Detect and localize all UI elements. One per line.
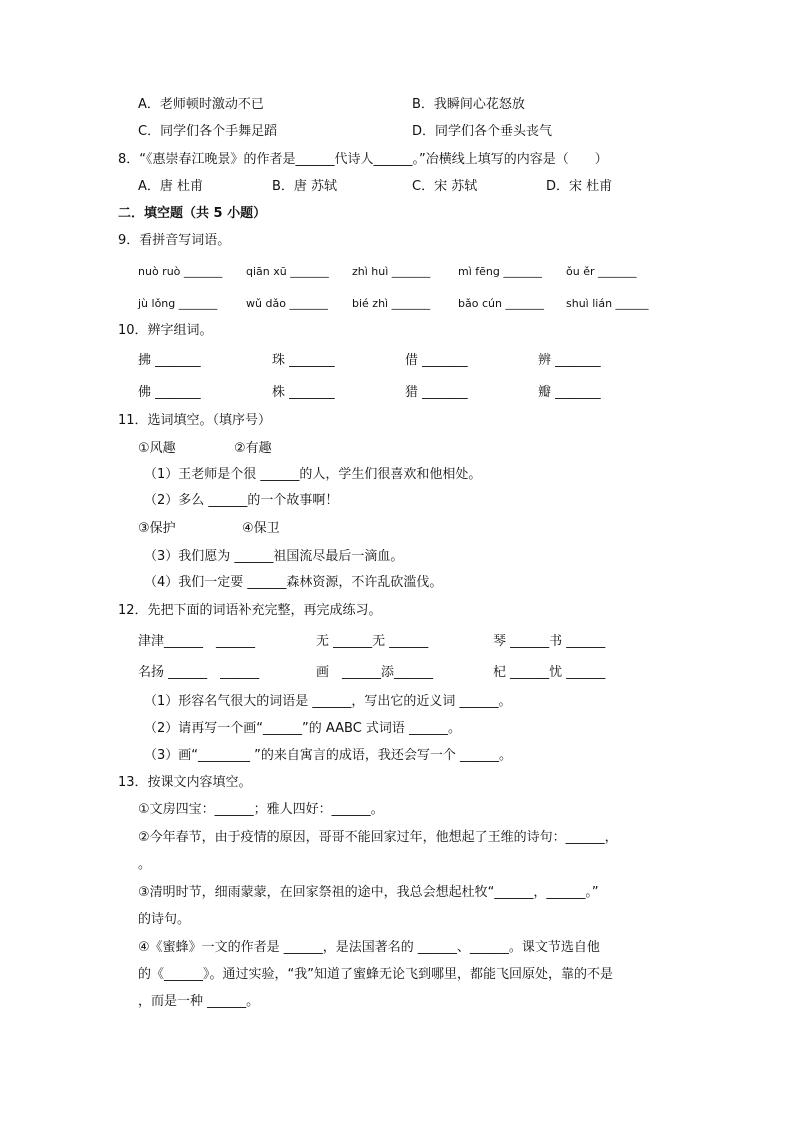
q12-sub-question: （2）请再写一个画“______”的 AABC 式词语 ______。 — [144, 721, 462, 736]
q10-char-item: 辨 _______ — [538, 353, 601, 368]
q9-pinyin-item: mì fēng _______ — [458, 265, 542, 278]
q9-pinyin-item: shuì lián ______ — [566, 297, 649, 310]
q12-idiom: 无 ______无 ______ — [316, 634, 429, 649]
q9-pinyin-item: jù lǒng _______ — [138, 297, 218, 310]
q12-sub-question: （3）画“________ ”的来自寓言的成语，我还会写一个 ______。 — [144, 748, 513, 763]
q10-char-item: 珠 _______ — [272, 353, 335, 368]
q13-line: ③清明时节，细雨蒙蒙，在回家祭祖的途中，我总会想起杜牧“______，______。” — [138, 885, 599, 900]
q7-option-b: B．我瞬间心花怒放 — [412, 97, 525, 112]
q10-char-item: 拂 _______ — [138, 353, 201, 368]
q10-char-item: 猎 _______ — [405, 385, 468, 400]
q11-sentence: （4）我们一定要 ______森林资源，不许乱砍滥伐。 — [144, 575, 443, 590]
q11-choice: ③保护 — [138, 521, 176, 536]
q11-sentence: （3）我们愿为 ______祖国流尽最后一滴血。 — [144, 549, 404, 564]
q12-stem: 12．先把下面的词语补充完整，再完成练习。 — [118, 603, 382, 618]
q8-option-c: C．宋 苏轼 — [412, 179, 478, 194]
q9-stem: 9．看拼音写词语。 — [118, 233, 231, 248]
q13-line: 的诗句。 — [138, 912, 191, 927]
q9-pinyin-item: zhì huì _______ — [352, 265, 431, 278]
q13-line: ，而是一种 ______。 — [138, 994, 260, 1009]
q9-pinyin-item: wǔ dǎo _______ — [246, 297, 328, 310]
q8-option-a: A．唐 杜甫 — [138, 179, 204, 194]
q11-choice: ④保卫 — [242, 521, 280, 536]
q13-line: 。 — [138, 857, 152, 872]
section-title: 二．填空题（共 5 小题） — [118, 206, 267, 221]
q10-char-item: 借 _______ — [405, 353, 468, 368]
q13-line: 的《______》。通过实验，“我”知道了蜜蜂无论飞到哪里，都能飞回原处，靠的不是 — [138, 967, 613, 982]
q12-idiom: 津津______ ______ — [138, 634, 256, 649]
q12-idiom: 琴 ______书 ______ — [493, 634, 606, 649]
q8-stem: 8．“《惠崇春江晚景》的作者是______代诗人______。”冶横线上填写的内容是（ ） — [118, 152, 608, 167]
q9-pinyin-item: qiān xū _______ — [246, 265, 329, 278]
q12-idiom: 杞 ______忧 ______ — [493, 665, 606, 680]
q9-pinyin-item: bǎo cún _______ — [458, 297, 544, 310]
q10-char-item: 株 _______ — [272, 385, 335, 400]
q13-line: ④《蜜蜂》一文的作者是 ______，是法国著名的 ______、______。课文节选自他 — [138, 940, 600, 955]
q7-option-c: C．同学们各个手舞足蹈 — [138, 124, 278, 139]
q10-char-item: 瓣 _______ — [538, 385, 601, 400]
q12-idiom: 画 ______添______ — [316, 665, 434, 680]
q11-sentence: （1）王老师是个很 ______的人，学生们很喜欢和他相处。 — [144, 467, 482, 482]
q11-choice: ②有趣 — [234, 441, 272, 456]
q11-choice: ①风趣 — [138, 441, 176, 456]
q9-pinyin-item: bié zhì _______ — [352, 297, 431, 310]
q8-option-b: B．唐 苏轼 — [272, 179, 338, 194]
q10-char-item: 佛 _______ — [138, 385, 201, 400]
q10-stem: 10．辨字组词。 — [118, 323, 213, 338]
q12-sub-question: （1）形容名气很大的词语是 ______，写出它的近义词 ______。 — [144, 694, 512, 709]
q13-stem: 13．按课文内容填空。 — [118, 775, 252, 790]
q13-line: ②今年春节，由于疫情的原因，哥哥不能回家过年，他想起了王维的诗句：______， — [138, 830, 618, 845]
q9-pinyin-item: ǒu ěr _______ — [566, 265, 637, 278]
q11-sentence: （2）多么 ______的一个故事啊！ — [144, 493, 339, 508]
q9-pinyin-item: nuò ruò _______ — [138, 265, 223, 278]
q11-stem: 11．选词填空。（填序号） — [118, 413, 272, 428]
q7-option-a: A．老师顿时激动不已 — [138, 97, 264, 112]
q12-idiom: 名扬 ______ ______ — [138, 665, 260, 680]
q13-line: ①文房四宝：______；雅人四好：______。 — [138, 802, 384, 817]
q8-option-d: D．宋 杜甫 — [546, 179, 613, 194]
q7-option-d: D．同学们各个垂头丧气 — [412, 124, 553, 139]
